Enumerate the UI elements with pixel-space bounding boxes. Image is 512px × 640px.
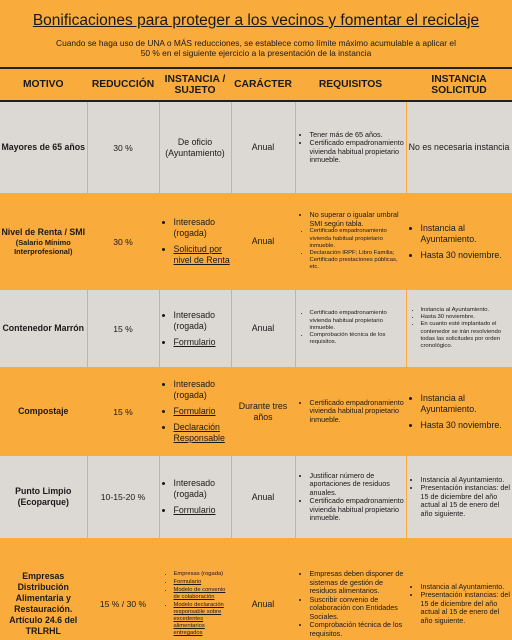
cell-solicitud — [406, 290, 512, 367]
cell-motivo: Punto Limpio (Ecoparque) — [0, 456, 87, 538]
list-item: • Interesado (rogada) — [174, 217, 231, 239]
list-item: • No superar o igualar umbral SMI según tabla. — [310, 211, 406, 228]
cell-reduccion: 15 % — [87, 290, 159, 367]
list-item: • En cuanto esté implantado el contenedor se irán resolviendo todas las solicitudes por orden cronológico. — [421, 321, 512, 350]
list-item: • Presentación instancias: del 15 de diciembre del año actual al 15 de enero del año siguiente. — [421, 484, 512, 518]
cell-requisitos — [295, 290, 406, 367]
col-header-instancia: INSTANCIA / SUJETO — [159, 68, 231, 101]
col-header-motivo: MOTIVO — [0, 68, 87, 101]
cell-requisitos — [295, 193, 406, 290]
list-item: • Certificado empadronamiento vivienda habitual propietario inmueble. — [310, 139, 406, 165]
cell-motivo: Contenedor Marrón — [0, 290, 87, 367]
list-item: • Interesado (rogada) — [174, 379, 231, 401]
cell-instancia — [159, 456, 231, 538]
solicitud-renta-link[interactable]: • Solicitud por nivel de Renta — [174, 244, 231, 266]
col-header-solicitud: INSTANCIA SOLICITUD — [406, 68, 512, 101]
cell-instancia — [159, 193, 231, 290]
cell-caracter: Anual — [231, 456, 295, 538]
list-item: • Justificar número de aportaciones de residuos anuales. — [310, 472, 406, 498]
motivo-extra: (Salario Mínimo Interprofesional) — [14, 238, 73, 256]
list-item: • Instancia al Ayuntamiento. — [421, 476, 512, 485]
cell-instancia — [159, 367, 231, 456]
list-item: • Presentación instancias: del 15 de diciembre del año actual al 15 de enero del año siguiente. — [421, 591, 512, 625]
formulario-link[interactable]: • Formulario — [174, 579, 231, 586]
table-row — [0, 456, 512, 538]
cell-instancia — [159, 538, 231, 640]
list-item: • Comprobación técnica de los requisitos. — [310, 621, 406, 638]
cell-reduccion: 15 % — [87, 367, 159, 456]
cell-solicitud — [406, 367, 512, 456]
formulario-link[interactable]: • Formulario — [174, 337, 231, 348]
list-item: • Interesado (rogada) — [174, 478, 231, 500]
bonificaciones-table — [0, 67, 512, 640]
cell-requisitos — [295, 101, 406, 193]
list-item: • Tener más de 65 años. — [310, 131, 406, 140]
list-item: • Instancia al Ayuntamiento. — [421, 307, 512, 314]
list-item: • Suscribir convenio de colaboración con Entidades Sociales. — [310, 596, 406, 622]
header — [0, 0, 512, 67]
col-header-caracter: CARÁCTER — [231, 68, 295, 101]
cell-instancia: De oficio (Ayuntamiento) — [159, 101, 231, 193]
page-title: Bonificaciones para proteger a los vecinos y fomentar el reciclaje — [32, 12, 480, 29]
table-row — [0, 101, 512, 193]
cell-solicitud — [406, 193, 512, 290]
table-header-row — [0, 68, 512, 101]
cell-caracter: Anual — [231, 101, 295, 193]
formulario-link[interactable]: • Formulario — [174, 406, 231, 417]
modelo-convenio-link[interactable]: • Modelo de convenio de colaboración — [174, 587, 231, 601]
list-item: • Interesado (rogada) — [174, 310, 231, 332]
col-header-reduccion: REDUCCIÓN — [87, 68, 159, 101]
cell-solicitud — [406, 538, 512, 640]
list-item: • Empresas (rogada) — [174, 571, 231, 578]
list-item: • Declaración IRPF; Libro Familia; Certificado prestaciones públicas, etc. — [310, 250, 406, 272]
list-item: • Instancia al Ayuntamiento. — [421, 393, 512, 415]
table-row — [0, 538, 512, 640]
table-row — [0, 290, 512, 367]
cell-motivo: Mayores de 65 años — [0, 101, 87, 193]
cell-motivo: Empresas Distribución Alimentaria y Restauración. Artículo 24.6 del TRLRHL — [0, 538, 87, 640]
cell-requisitos — [295, 456, 406, 538]
cell-solicitud — [406, 456, 512, 538]
list-item: • Certificado empadronamiento vivienda habitual propietario inmueble. — [310, 310, 406, 332]
list-item: • Empresas deben disponer de sistemas de gestión de residuos alimentarios. — [310, 570, 406, 596]
declaracion-responsable-link[interactable]: • Declaración Responsable — [174, 422, 231, 444]
cell-caracter: Anual — [231, 538, 295, 640]
formulario-link[interactable]: • Formulario — [174, 505, 231, 516]
cell-requisitos — [295, 538, 406, 640]
cell-reduccion: 30 % — [87, 101, 159, 193]
list-item: • Certificado empadronamiento vivienda habitual propietario inmueble. — [310, 497, 406, 523]
cell-caracter: Anual — [231, 193, 295, 290]
list-item: • Hasta 30 noviembre. — [421, 250, 512, 261]
list-item: • Instancia al Ayuntamiento. — [421, 583, 512, 592]
list-item: • Hasta 30 noviembre. — [421, 420, 512, 431]
list-item: • Comprobación técnica de los requisitos. — [310, 332, 406, 346]
table-row — [0, 367, 512, 456]
modelo-declaracion-link[interactable]: • Modelo declaración responsable sobre excedentes alimentarios entregados — [174, 602, 231, 637]
cell-requisitos — [295, 367, 406, 456]
page-subtitle: Cuando se haga uso de UNA o MÁS reducciones, se establece como límite máximo acumulable a aplicar el 50 % en el siguiente ejercicio a la presentación de la instancia — [56, 38, 456, 58]
cell-reduccion: 30 % — [87, 193, 159, 290]
cell-caracter: Anual — [231, 290, 295, 367]
cell-motivo: Compostaje — [0, 367, 87, 456]
list-item: • Hasta 30 noviembre. — [421, 314, 512, 321]
cell-caracter: Durante tres años — [231, 367, 295, 456]
cell-solicitud: No es necesaria instancia — [406, 101, 512, 193]
list-item: • Instancia al Ayuntamiento. — [421, 223, 512, 245]
cell-reduccion: 10-15-20 % — [87, 456, 159, 538]
list-item: • Certificado empadronamiento vivienda habitual propietario inmueble. — [310, 399, 406, 425]
cell-instancia — [159, 290, 231, 367]
list-item: • Certificado empadronamiento vivienda habitual propietario inmueble. — [310, 228, 406, 250]
cell-motivo: Nivel de Renta / SMI (Salario Mínimo Interprofesional) — [0, 193, 87, 290]
cell-reduccion: 15 % / 30 % — [87, 538, 159, 640]
table-row — [0, 193, 512, 290]
col-header-requisitos: REQUISITOS — [295, 68, 406, 101]
